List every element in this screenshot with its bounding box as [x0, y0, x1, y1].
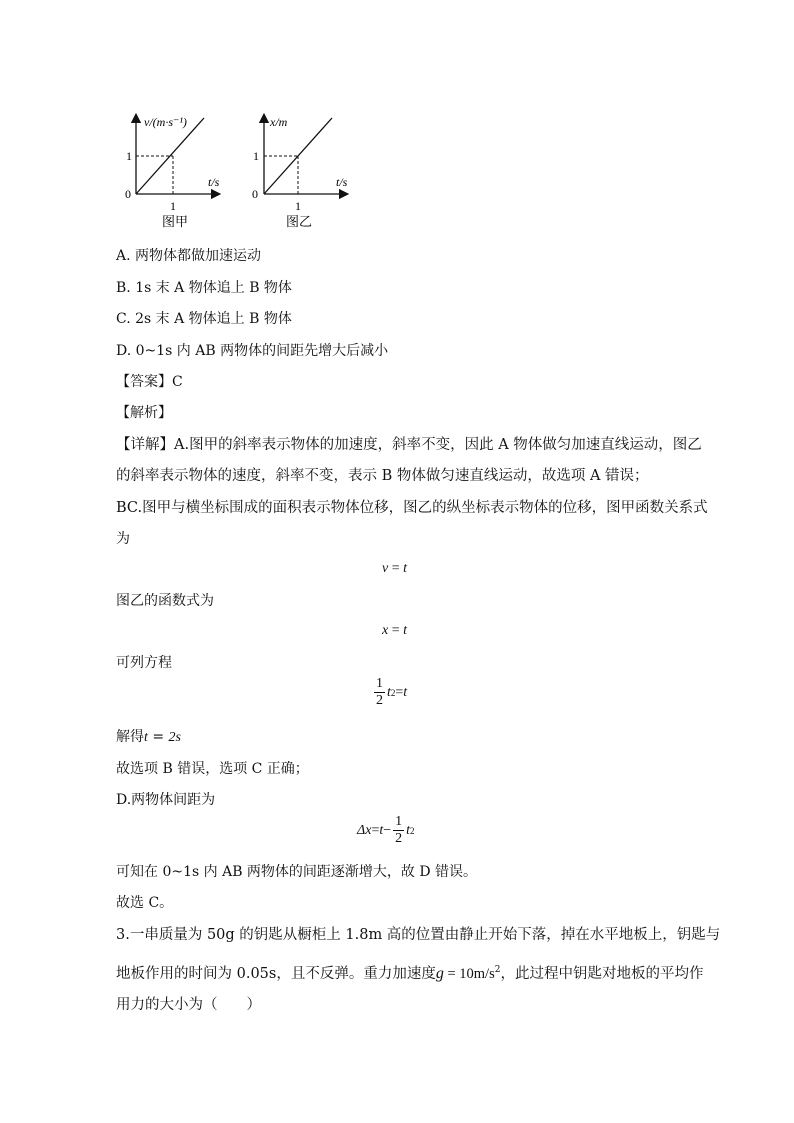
solve-label: 解得 [116, 729, 144, 745]
eq4-numerator: 1 [395, 814, 403, 829]
option-d: D. 0~1s 内 AB 两物体的间距先增大后减小 [116, 343, 389, 359]
text-conclusion-d: 可知在 0~1s 内 AB 两物体的间距逐渐增大，故 D 错误。 [116, 864, 478, 880]
y-tick-label: 1 [126, 149, 132, 163]
q3-line-3: 用力的大小为（ ） [116, 997, 261, 1013]
q3-g: g [435, 964, 444, 982]
eq4-minus: − [383, 822, 392, 838]
eq1-right: t [403, 561, 408, 576]
y-axis-label: x/m [270, 115, 288, 129]
text-yi-function: 图乙的函数式为 [116, 593, 214, 609]
origin-label: 0 [125, 187, 131, 201]
option-b: B. 1s 末 A 物体追上 B 物体 [116, 280, 292, 296]
solve-value: 2s [168, 730, 181, 745]
detail-line-4: 为 [116, 531, 130, 547]
text-final-choice: 故选 C。 [116, 895, 174, 911]
solve-equals: = [147, 729, 169, 745]
detail-label: 【详解】 [116, 437, 174, 453]
figure-caption: 图甲 [162, 214, 189, 229]
eq3-numerator: 1 [376, 676, 383, 691]
eq4-left: Δx [357, 822, 372, 838]
eq3-equals: = [395, 684, 404, 700]
x-tick-label: 1 [295, 199, 301, 213]
x-tick-label: 1 [170, 199, 176, 213]
eq3-fraction [374, 676, 385, 709]
eq2-left: x [382, 623, 389, 638]
eq3-denominator: 2 [376, 693, 383, 708]
text-distance: D.两物体间距为 [116, 792, 216, 808]
q3-line-2 [116, 960, 703, 984]
q3-g-value: = 10m/s [443, 965, 495, 982]
equation-3 [372, 676, 407, 709]
q3-g-exponent: 2 [494, 965, 501, 975]
q3-line-1: 3.一串质量为 50g 的钥匙从橱柜上 1.8m 高的位置由静止开始下落，掉在水平地板上，钥匙与 [116, 927, 721, 943]
figure-jia [118, 112, 230, 232]
x-axis-label: t/s [208, 175, 220, 189]
y-tick-label: 1 [253, 149, 259, 163]
eq4-equals: = [371, 822, 380, 838]
eq4-t2: t [406, 822, 411, 838]
figure-yi [246, 112, 358, 232]
eq4-denominator: 2 [395, 831, 403, 846]
eq4-exponent: 2 [410, 825, 415, 836]
equation-4 [357, 814, 415, 847]
eq1-left: v [382, 561, 389, 576]
x-axis-label: t/s [336, 175, 348, 189]
origin-label: 0 [252, 187, 258, 201]
detail-text-1: A.图甲的斜率表示物体的加速度，斜率不变，因此 A 物体做匀加速直线运动，图乙 [174, 437, 702, 453]
eq1-equals: = [388, 561, 404, 576]
text-equation-list: 可列方程 [116, 655, 172, 671]
detail-line-2: 的斜率表示物体的速度，斜率不变，表示 B 物体做匀速直线运动，故选项 A 错误； [116, 468, 649, 484]
eq4-t: t [379, 822, 384, 838]
text-option-b: 故选项 B 错误，选项 C 正确； [116, 761, 309, 777]
detail-line-3: BC.图甲与横坐标围成的面积表示物体位移，图乙的纵坐标表示物体的位移，图甲函数关系式 [116, 500, 708, 516]
eq3-var: t [387, 684, 391, 700]
analysis-label: 【解析】 [116, 405, 172, 421]
detail-line-1 [116, 435, 702, 455]
q3-text-a: 地板作用的时间为 0.05s，且不反弹。重力加速度 [116, 965, 436, 982]
eq3-exponent: 2 [390, 687, 396, 698]
solve-line [116, 727, 181, 748]
answer [116, 372, 183, 392]
q3-text-b: ，此过程中钥匙对地板的平均作 [500, 965, 704, 982]
answer-label: 【答案】 [116, 374, 172, 390]
equation-1 [382, 559, 407, 579]
eq2-equals: = [388, 623, 404, 638]
eq4-fraction [393, 814, 404, 847]
option-a: A. 两物体都做加速运动 [116, 248, 262, 264]
figure-caption: 图乙 [286, 214, 313, 229]
equation-2 [382, 621, 407, 641]
y-axis-label: v/(m·s⁻¹) [144, 115, 187, 129]
eq2-right: t [403, 623, 408, 638]
eq3-right: t [403, 684, 408, 700]
answer-value: C [172, 374, 183, 390]
solve-var: t [144, 730, 148, 745]
option-c: C. 2s 末 A 物体追上 B 物体 [116, 311, 292, 327]
